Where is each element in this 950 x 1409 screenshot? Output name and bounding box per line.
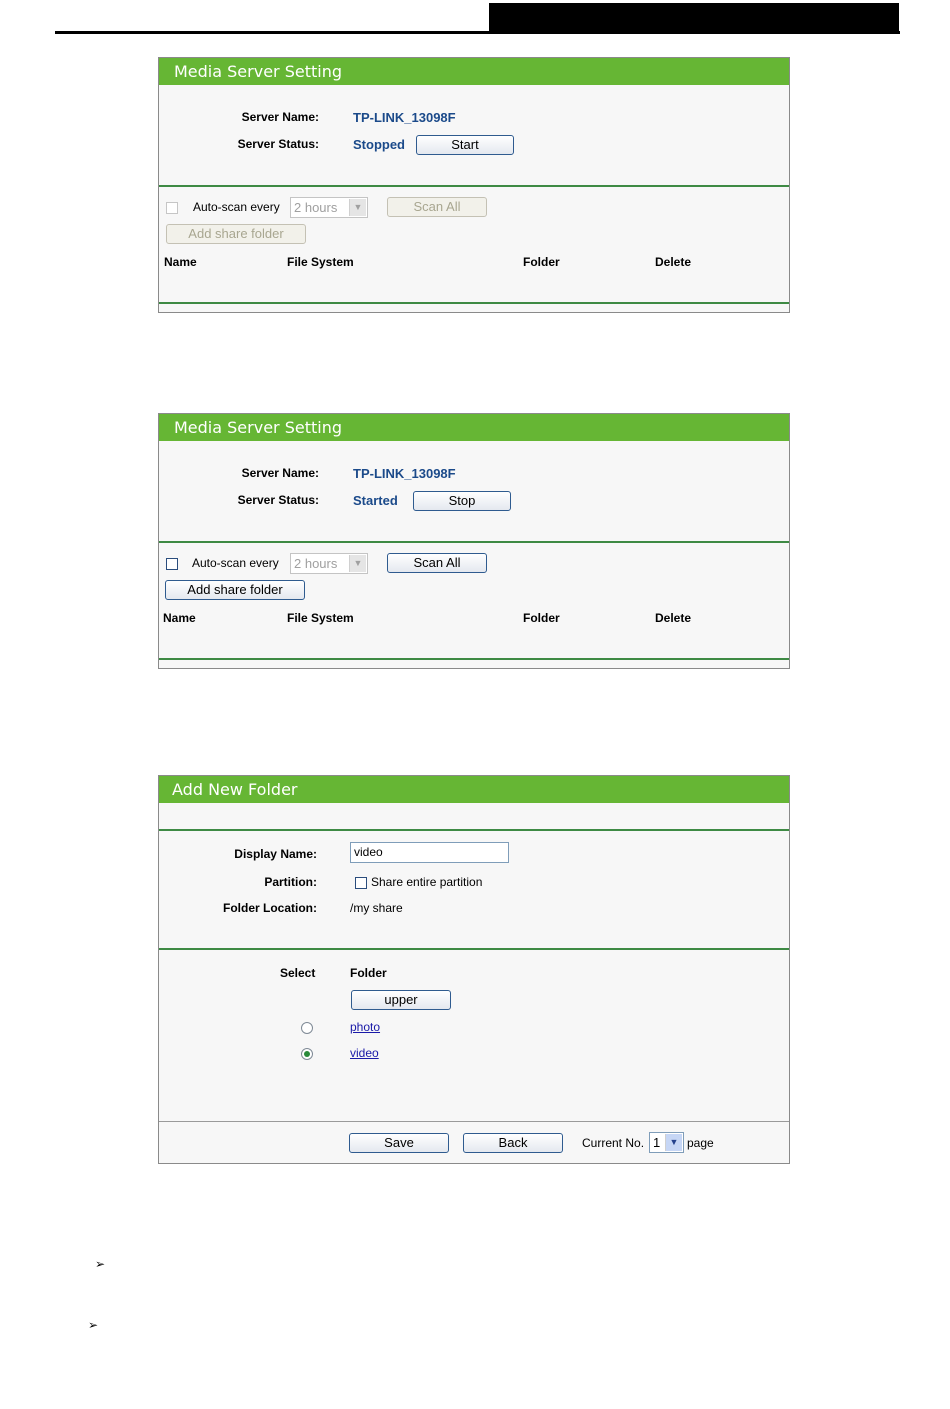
panel-title: Media Server Setting (159, 414, 789, 441)
autoscan-label: Auto-scan every (193, 200, 280, 214)
autoscan-label: Auto-scan every (192, 556, 279, 570)
column-header-delete: Delete (655, 255, 692, 269)
column-header-name: Name (164, 255, 197, 269)
stop-button[interactable]: Stop (413, 491, 511, 511)
server-name-value: TP-LINK_13098F (353, 466, 456, 481)
start-button[interactable]: Start (416, 135, 514, 155)
folder-radio-photo[interactable] (301, 1022, 313, 1034)
interval-value: 2 hours (294, 556, 338, 571)
server-status-value: Stopped (353, 137, 405, 152)
server-status-value: Started (353, 493, 398, 508)
column-header-file-system: File System (287, 611, 354, 625)
table-bottom-divider (159, 302, 789, 304)
autoscan-interval-select[interactable] (290, 553, 368, 574)
select-column-header: Select (280, 966, 316, 980)
current-no-label: Current No. (582, 1136, 645, 1150)
folder-location-label: Folder Location: (223, 901, 317, 915)
column-header-folder: Folder (523, 255, 560, 269)
column-header-file-system: File System (287, 255, 354, 269)
table-bottom-divider (159, 658, 789, 660)
page-label: page (687, 1136, 714, 1150)
add-share-folder-button[interactable]: Add share folder (166, 224, 306, 244)
chevron-down-icon: ▼ (349, 199, 366, 216)
media-server-panel-stopped (158, 57, 790, 313)
add-share-folder-button[interactable]: Add share folder (165, 580, 305, 600)
share-entire-partition-checkbox[interactable] (355, 877, 367, 889)
page-value: 1 (653, 1135, 661, 1150)
interval-value: 2 hours (294, 200, 338, 215)
folder-column-header: Folder (350, 966, 387, 980)
display-name-input[interactable]: video (350, 842, 509, 863)
scan-all-button[interactable]: Scan All (387, 553, 487, 573)
page-select[interactable] (649, 1132, 684, 1153)
section-divider (159, 541, 789, 543)
chevron-down-icon: ▼ (349, 555, 366, 572)
back-button[interactable]: Back (463, 1133, 563, 1153)
column-header-name: Name (163, 611, 196, 625)
footer-divider (159, 1121, 789, 1122)
media-server-panel-started (158, 413, 790, 669)
upper-button[interactable]: upper (351, 990, 451, 1010)
folder-location-value: /my share (350, 901, 403, 915)
autoscan-interval-select[interactable] (290, 197, 368, 218)
partition-label: Partition: (264, 875, 317, 889)
server-name-label: Server Name: (241, 466, 319, 480)
share-entire-partition-label: Share entire partition (371, 875, 483, 889)
autoscan-checkbox[interactable] (166, 202, 178, 214)
panel-title: Add New Folder (159, 776, 789, 803)
arrowhead-bullet-icon: ➢ (88, 1318, 99, 1332)
folder-radio-video[interactable] (301, 1048, 313, 1060)
chevron-down-icon: ▼ (665, 1134, 682, 1151)
save-button[interactable]: Save (349, 1133, 449, 1153)
server-status-label: Server Status: (237, 137, 319, 151)
panel-title: Media Server Setting (159, 58, 789, 85)
folder-link-photo[interactable]: photo (350, 1020, 381, 1034)
arrowhead-bullet-icon: ➢ (95, 1257, 106, 1271)
header-black-block (489, 3, 899, 33)
autoscan-checkbox[interactable] (166, 558, 178, 570)
display-name-label: Display Name: (234, 847, 317, 861)
folder-link-video[interactable]: video (350, 1046, 379, 1060)
server-name-value: TP-LINK_13098F (353, 110, 456, 125)
section-divider (159, 948, 789, 950)
column-header-folder: Folder (523, 611, 560, 625)
server-name-label: Server Name: (241, 110, 319, 124)
server-status-label: Server Status: (237, 493, 319, 507)
column-header-delete: Delete (655, 611, 692, 625)
section-divider (159, 185, 789, 187)
scan-all-button[interactable]: Scan All (387, 197, 487, 217)
section-divider (159, 829, 789, 831)
add-new-folder-panel (158, 775, 790, 1164)
